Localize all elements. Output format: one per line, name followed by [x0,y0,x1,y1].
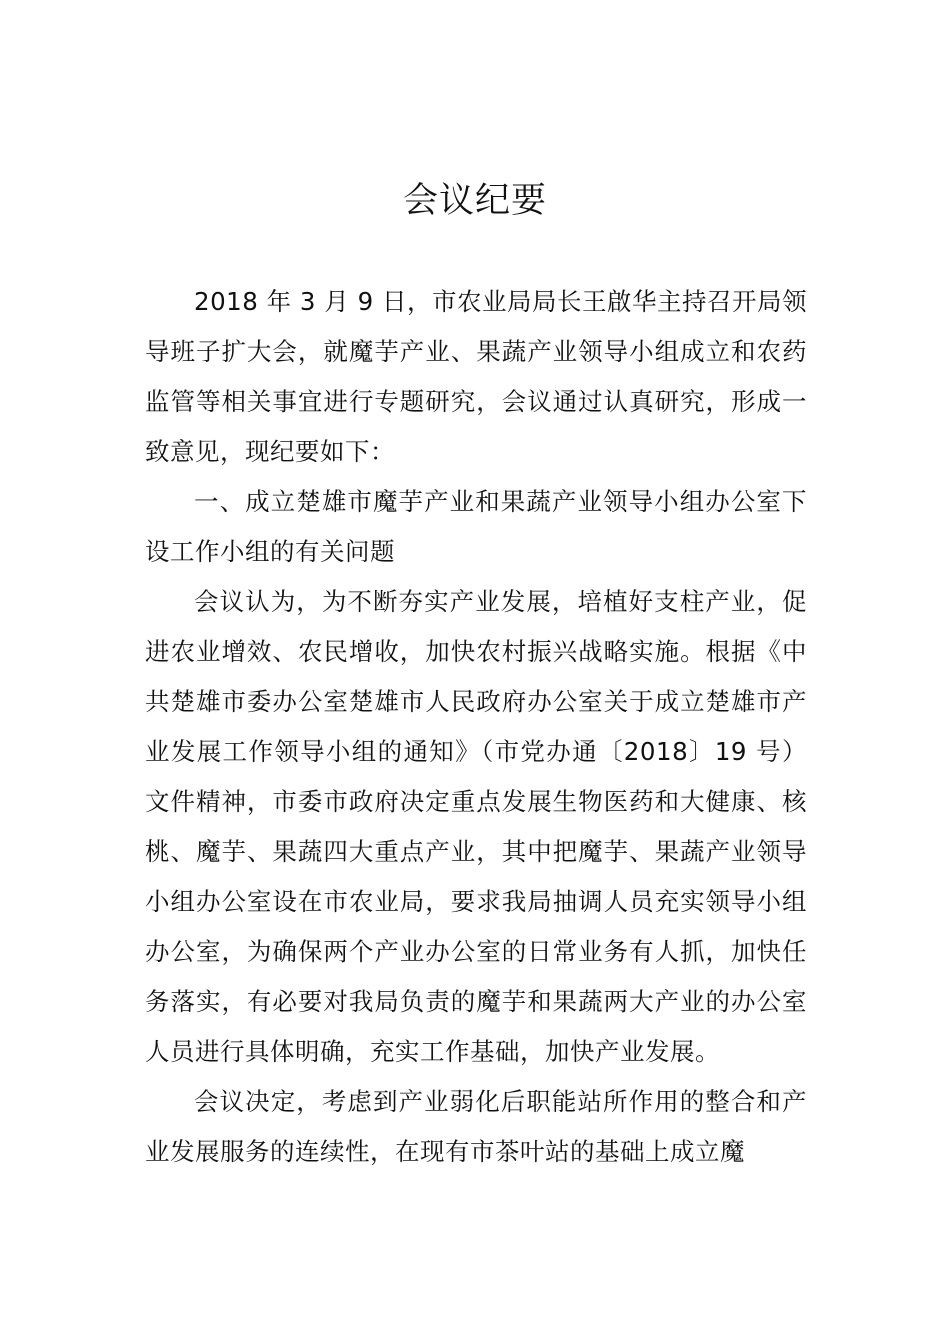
paragraph-intro: 2018 年 3 月 9 日，市农业局局长王啟华主持召开局领导班子扩大会，就魔芋产业、果蔬产业领导小组成立和农药监管等相关事宜进行专题研究，会议通过认真研究，形成一致意见，现纪要如下： [145,287,807,466]
paragraph-section-heading: 一、成立楚雄市魔芋产业和果蔬产业领导小组办公室下设工作小组的有关问题 [145,487,807,566]
document-title: 会议纪要 [402,181,547,221]
paragraph-meeting-opinion: 会议认为，为不断夯实产业发展，培植好支柱产业，促进农业增效、农民增收，加快农村振兴战略实施。根据《中共楚雄市委办公室楚雄市人民政府办公室关于成立楚雄市产业发展工作领导小组的通知》（市党办通〔2018〕19 号）文件精神，市委市政府决定重点发展生物医药和大健康、核桃、魔芋、果蔬四大重点产业，其中把魔芋、果蔬产业领导小组办公室设在市农业局，要求我局抽调人员充实领导小组办公室，为确保两个产业办公室的日常业务有人抓，加快任务落实，有必要对我局负责的魔芋和果蔬两大产业的办公室人员进行具体明确，充实工作基础，加快产业发展。 [145,587,807,1066]
document-body [145,277,807,1177]
paragraph-meeting-decision: 会议决定，考虑到产业弱化后职能站所作用的整合和产业发展服务的连续性，在现有市茶叶站的基础上成立魔 [145,1087,807,1166]
